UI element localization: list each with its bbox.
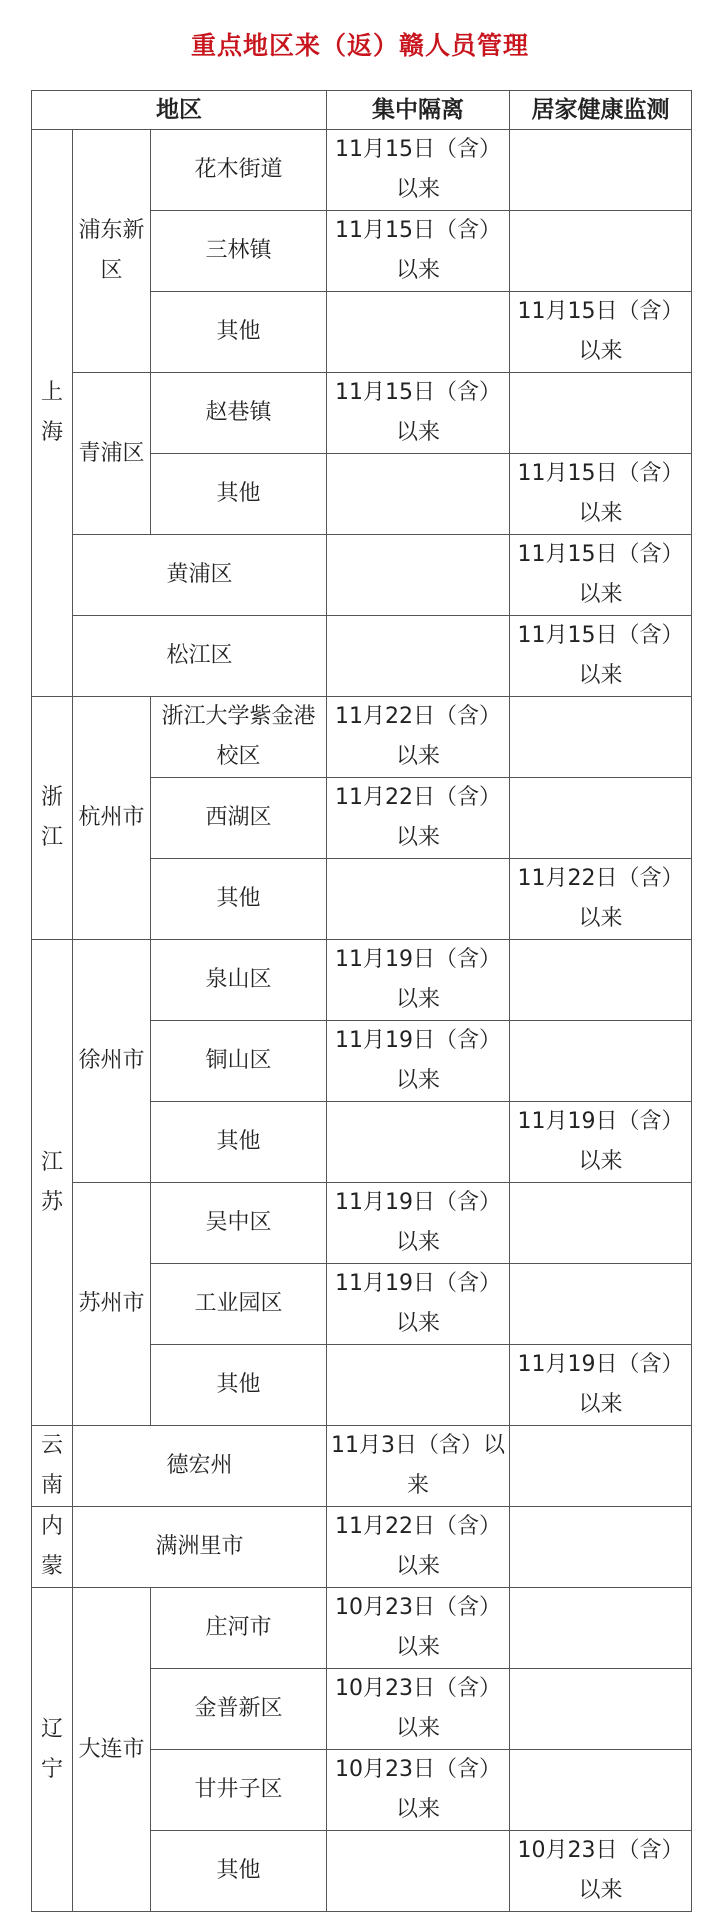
area-cell: 满洲里市 (73, 1507, 327, 1588)
area-cell: 其他 (151, 859, 327, 940)
area-cell: 其他 (151, 1345, 327, 1426)
area-cell: 三林镇 (151, 211, 327, 292)
header-home-monitoring: 居家健康监测 (510, 91, 692, 130)
area-cell: 赵巷镇 (151, 373, 327, 454)
table-row (32, 1426, 692, 1507)
home-monitoring-cell (510, 373, 692, 454)
central-quarantine-cell: 11月15日（含）以来 (327, 130, 510, 211)
area-cell: 其他 (151, 1831, 327, 1912)
area-cell: 庄河市 (151, 1588, 327, 1669)
home-monitoring-cell: 11月19日（含）以来 (510, 1102, 692, 1183)
header-region: 地区 (32, 91, 327, 130)
home-monitoring-cell: 11月15日（含）以来 (510, 292, 692, 373)
home-monitoring-cell (510, 940, 692, 1021)
home-monitoring-cell: 11月22日（含）以来 (510, 859, 692, 940)
control-table (31, 90, 692, 1912)
home-monitoring-cell (510, 130, 692, 211)
central-quarantine-cell: 11月3日（含）以来 (327, 1426, 510, 1507)
city-cell: 浦东新区 (73, 130, 151, 373)
area-cell: 浙江大学紫金港校区 (151, 697, 327, 778)
area-cell: 工业园区 (151, 1264, 327, 1345)
central-quarantine-cell: 11月22日（含）以来 (327, 778, 510, 859)
central-quarantine-cell: 11月19日（含）以来 (327, 940, 510, 1021)
table-row (32, 1183, 692, 1264)
table-row (32, 940, 692, 1021)
page-title: 重点地区来（返）赣人员管理 (190, 31, 529, 60)
area-cell: 松江区 (73, 616, 327, 697)
central-quarantine-cell (327, 454, 510, 535)
table-row (32, 616, 692, 697)
central-quarantine-cell (327, 1102, 510, 1183)
central-quarantine-cell: 10月23日（含）以来 (327, 1669, 510, 1750)
home-monitoring-cell (510, 778, 692, 859)
central-quarantine-cell: 10月23日（含）以来 (327, 1588, 510, 1669)
central-quarantine-cell (327, 1345, 510, 1426)
central-quarantine-cell (327, 616, 510, 697)
central-quarantine-cell: 11月19日（含）以来 (327, 1183, 510, 1264)
home-monitoring-cell: 11月15日（含）以来 (510, 616, 692, 697)
home-monitoring-cell: 11月15日（含）以来 (510, 454, 692, 535)
home-monitoring-cell (510, 1021, 692, 1102)
city-cell: 青浦区 (73, 373, 151, 535)
area-cell: 其他 (151, 292, 327, 373)
table-row (32, 535, 692, 616)
home-monitoring-cell (510, 1507, 692, 1588)
central-quarantine-cell: 10月23日（含）以来 (327, 1750, 510, 1831)
table-header-row (32, 91, 692, 130)
province-cell: 内蒙 (32, 1507, 73, 1588)
province-cell: 辽宁 (32, 1588, 73, 1912)
area-cell: 黄浦区 (73, 535, 327, 616)
home-monitoring-cell (510, 211, 692, 292)
city-cell: 苏州市 (73, 1183, 151, 1426)
area-cell: 德宏州 (73, 1426, 327, 1507)
home-monitoring-cell (510, 697, 692, 778)
city-cell: 大连市 (73, 1588, 151, 1912)
table-row (32, 1507, 692, 1588)
area-cell: 西湖区 (151, 778, 327, 859)
header-central-quarantine: 集中隔离 (327, 91, 510, 130)
home-monitoring-cell (510, 1588, 692, 1669)
table-row (32, 697, 692, 778)
home-monitoring-cell: 10月23日（含）以来 (510, 1831, 692, 1912)
area-cell: 其他 (151, 1102, 327, 1183)
central-quarantine-cell (327, 859, 510, 940)
central-quarantine-cell (327, 535, 510, 616)
central-quarantine-cell: 11月15日（含）以来 (327, 373, 510, 454)
home-monitoring-cell (510, 1750, 692, 1831)
city-cell: 徐州市 (73, 940, 151, 1183)
central-quarantine-cell: 11月22日（含）以来 (327, 1507, 510, 1588)
area-cell: 铜山区 (151, 1021, 327, 1102)
city-cell: 杭州市 (73, 697, 151, 940)
home-monitoring-cell (510, 1426, 692, 1507)
province-cell: 云南 (32, 1426, 73, 1507)
home-monitoring-cell: 11月19日（含）以来 (510, 1345, 692, 1426)
central-quarantine-cell (327, 292, 510, 373)
area-cell: 吴中区 (151, 1183, 327, 1264)
province-cell: 上海 (32, 130, 73, 697)
home-monitoring-cell (510, 1669, 692, 1750)
area-cell: 甘井子区 (151, 1750, 327, 1831)
central-quarantine-cell: 11月15日（含）以来 (327, 211, 510, 292)
area-cell: 花木街道 (151, 130, 327, 211)
table-row (32, 130, 692, 211)
table-row (32, 1588, 692, 1669)
province-cell: 浙江 (32, 697, 73, 940)
central-quarantine-cell (327, 1831, 510, 1912)
central-quarantine-cell: 11月19日（含）以来 (327, 1021, 510, 1102)
central-quarantine-cell: 11月22日（含）以来 (327, 697, 510, 778)
central-quarantine-cell: 11月19日（含）以来 (327, 1264, 510, 1345)
area-cell: 其他 (151, 454, 327, 535)
province-cell: 江苏 (32, 940, 73, 1426)
home-monitoring-cell (510, 1183, 692, 1264)
table-row (32, 373, 692, 454)
home-monitoring-cell (510, 1264, 692, 1345)
home-monitoring-cell: 11月15日（含）以来 (510, 535, 692, 616)
area-cell: 金普新区 (151, 1669, 327, 1750)
area-cell: 泉山区 (151, 940, 327, 1021)
